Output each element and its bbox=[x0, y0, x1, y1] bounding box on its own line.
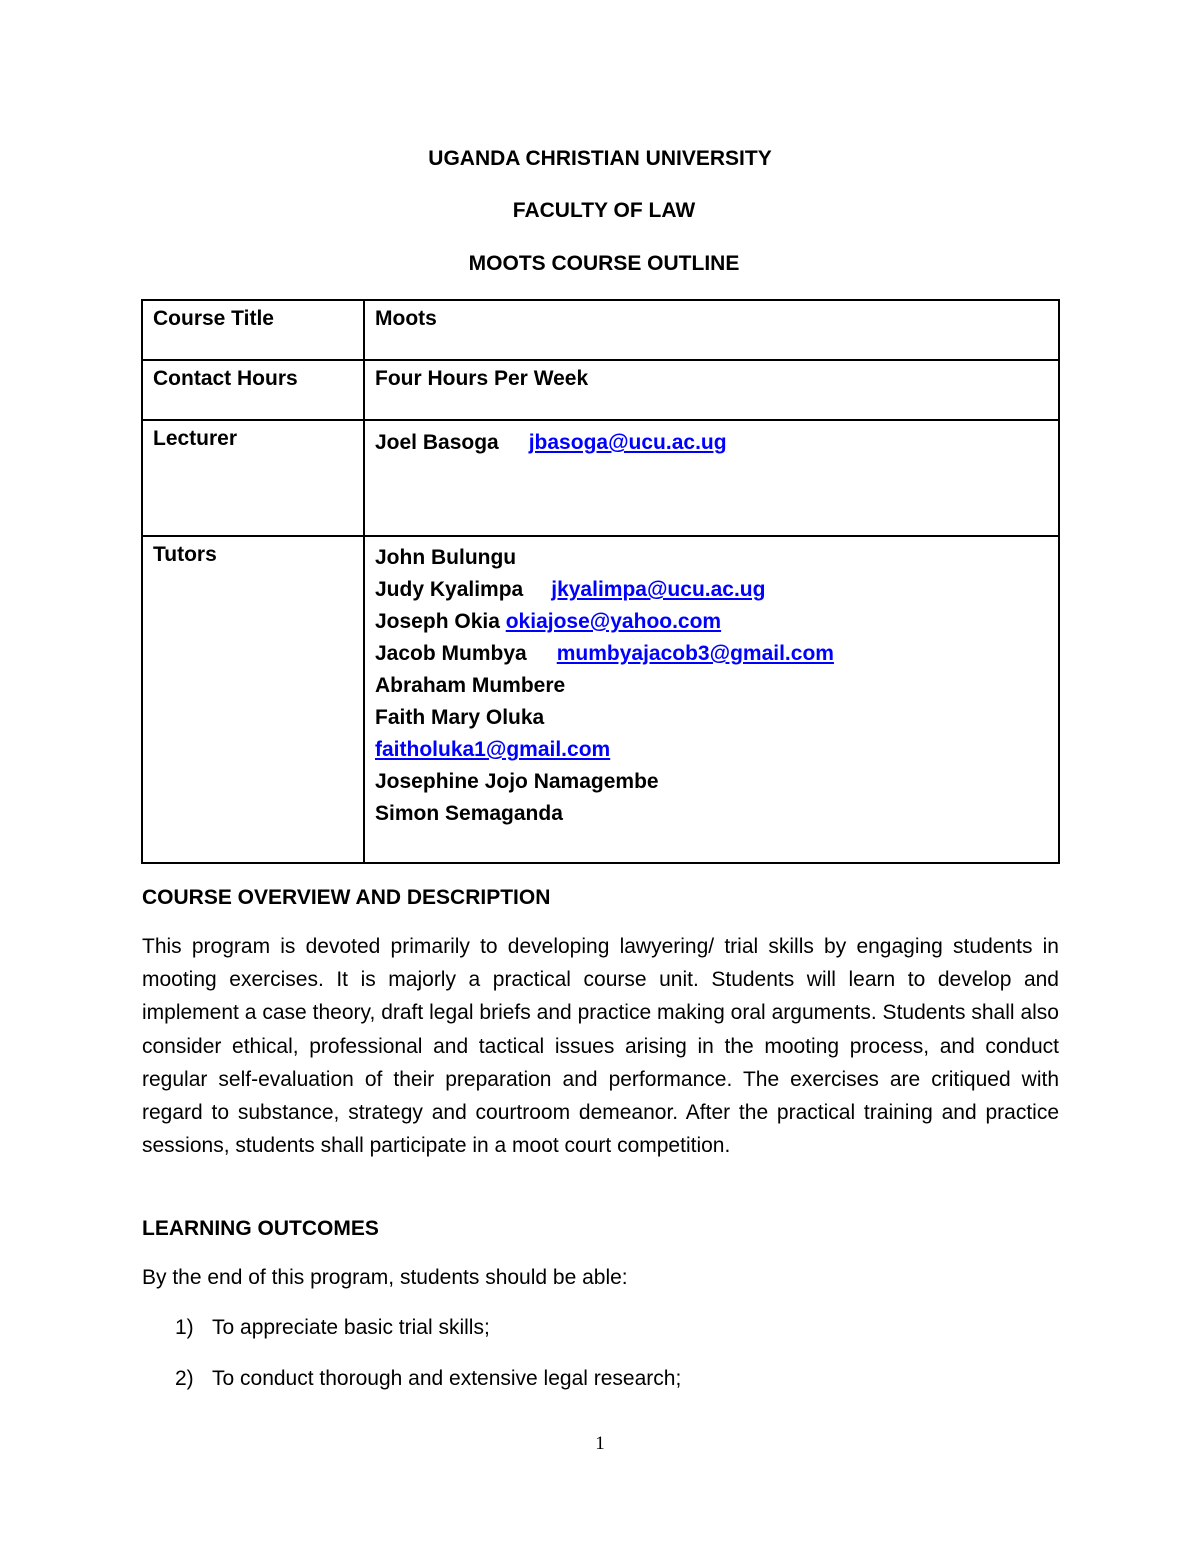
lecturer-row bbox=[142, 420, 1059, 536]
university-heading: UGANDA CHRISTIAN UNIVERSITY bbox=[428, 147, 772, 170]
tutor-email-link[interactable]: jkyalimpa@ucu.ac.ug bbox=[551, 578, 766, 601]
page-number: 1 bbox=[595, 1433, 605, 1454]
tutor-entry bbox=[375, 574, 1048, 606]
tutor-email-link[interactable]: okiajose@yahoo.com bbox=[505, 610, 722, 633]
tutor-name: Abraham Mumbere bbox=[375, 674, 566, 697]
tutor-entry bbox=[375, 798, 1048, 830]
tutor-entry bbox=[375, 702, 1048, 734]
tutor-entry bbox=[375, 542, 1048, 574]
outcomes-intro: By the end of this program, students should be able: bbox=[142, 1266, 628, 1289]
outcome-item bbox=[175, 1366, 681, 1392]
course-title-label: Course Title bbox=[142, 300, 364, 360]
lecturer-label: Lecturer bbox=[142, 420, 364, 536]
contact-hours-label: Contact Hours bbox=[142, 360, 364, 420]
document-title: MOOTS COURSE OUTLINE bbox=[468, 252, 740, 275]
tutor-name: John Bulungu bbox=[375, 546, 517, 569]
overview-paragraph: This program is devoted primarily to developing lawyering/ trial skills by engaging students in mooting exercises. It is majorly a practical course unit. Students will learn to develop and implement a case theory, draft legal briefs and practice making oral arguments. Students shall also consider ethical, professional and tactical issues arising in the mooting process, and conduct regular self-evaluation of their preparation and performance. The exercises are critiqued with regard to substance, strategy and courtroom demeanor. After the practical training and practice sessions, students shall participate in a moot court competition. bbox=[142, 935, 1059, 1158]
outcome-number: 2) bbox=[175, 1367, 194, 1390]
outcome-item bbox=[175, 1315, 490, 1341]
course-info-table bbox=[141, 299, 1060, 864]
tutor-entry bbox=[375, 766, 1048, 798]
tutor-entry bbox=[375, 670, 1048, 702]
course-title-row bbox=[142, 300, 1059, 360]
tutor-name: Joseph Okia bbox=[375, 610, 500, 633]
tutors-label: Tutors bbox=[142, 536, 364, 863]
tutor-name: Josephine Jojo Namagembe bbox=[375, 770, 659, 793]
course-title-value: Moots bbox=[364, 300, 1059, 360]
tutor-entry bbox=[375, 638, 1048, 670]
lecturer-name: Joel Basoga bbox=[375, 431, 499, 454]
tutor-name: Judy Kyalimpa bbox=[375, 578, 524, 601]
tutor-name: Faith Mary Oluka bbox=[375, 706, 545, 729]
outcomes-heading: LEARNING OUTCOMES bbox=[142, 1217, 379, 1240]
contact-hours-row bbox=[142, 360, 1059, 420]
outcome-text: To conduct thorough and extensive legal research; bbox=[212, 1367, 682, 1390]
tutor-email-link[interactable]: faitholuka1@gmail.com bbox=[375, 738, 611, 761]
tutor-name: Jacob Mumbya bbox=[375, 642, 527, 665]
tutor-entry bbox=[375, 606, 1048, 638]
tutors-cell bbox=[364, 536, 1059, 863]
tutors-row bbox=[142, 536, 1059, 863]
tutor-entry bbox=[375, 734, 1048, 766]
overview-heading: COURSE OVERVIEW AND DESCRIPTION bbox=[142, 886, 551, 909]
outcome-number: 1) bbox=[175, 1316, 194, 1339]
contact-hours-value: Four Hours Per Week bbox=[364, 360, 1059, 420]
tutor-name: Simon Semaganda bbox=[375, 802, 563, 825]
lecturer-email-link[interactable]: jbasoga@ucu.ac.ug bbox=[528, 431, 727, 454]
lecturer-cell bbox=[364, 420, 1059, 536]
outcome-text: To appreciate basic trial skills; bbox=[212, 1316, 490, 1339]
tutor-email-link[interactable]: mumbyajacob3@gmail.com bbox=[556, 642, 834, 665]
faculty-heading: FACULTY OF LAW bbox=[512, 199, 696, 222]
